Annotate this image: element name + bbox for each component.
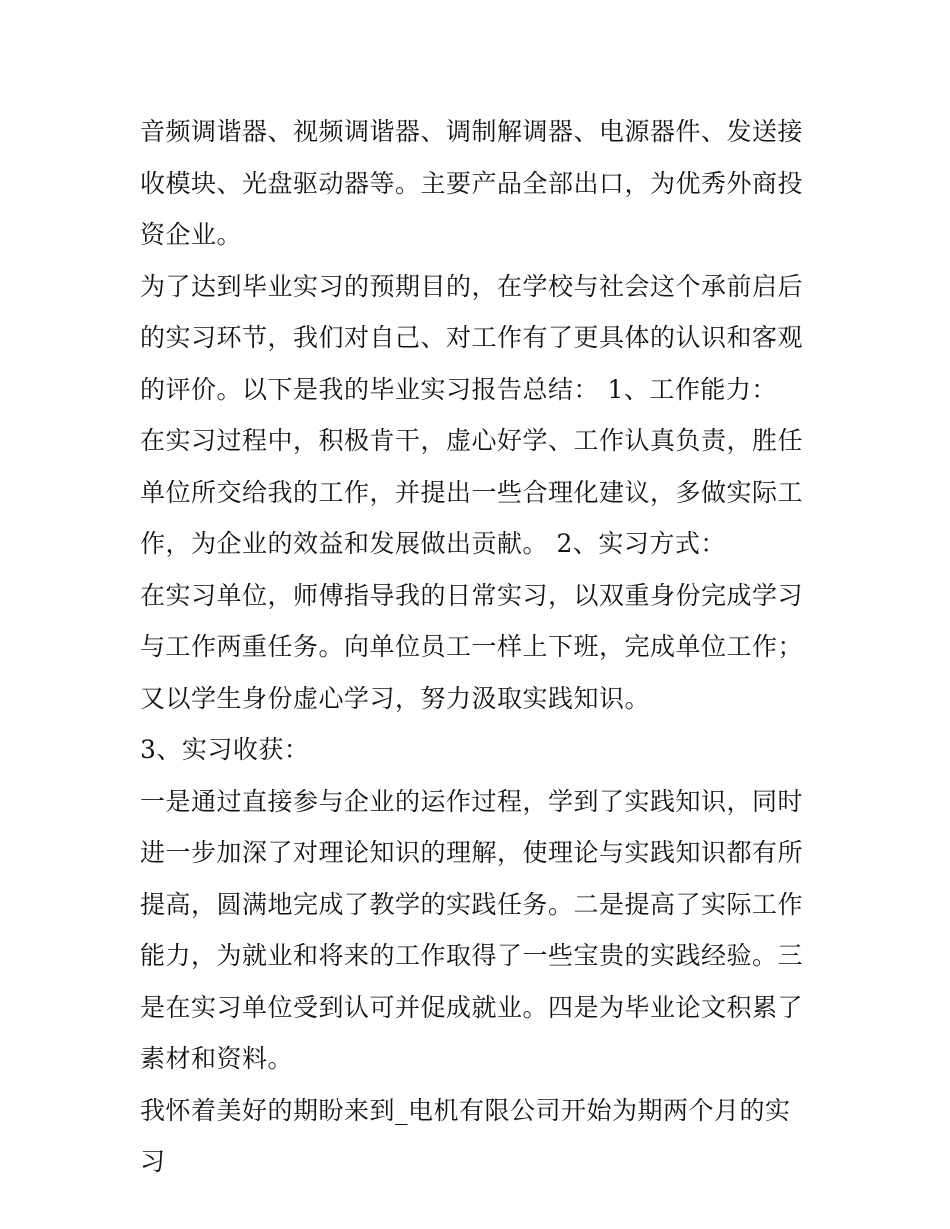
paragraph-gains: 一是通过直接参与企业的运作过程，学到了实践知识，同时进一步加深了对理论知识的理解，使理论与实践知识都有所提高，圆满地完成了教学的实践任务。二是提高了实际工作能力，为就业和将来的工作取得了一些宝贵的实践经验。三是在实习单位受到认可并促成就业。四是为毕业论文积累了素材和资料。 (140, 786, 804, 1073)
paragraph-purpose: 为了达到毕业实习的预期目的，在学校与社会这个承前启后的实习环节，我们对自己、对工作有了更具体的认识和客观的评价。以下是我的毕业实习报告总结： 1、工作能力： (140, 271, 804, 404)
paragraph-arrival: 我怀着美好的期盼来到_电机有限公司开始为期两个月的实习 (140, 1095, 791, 1176)
paragraph-products: 音频调谐器、视频调谐器、调制解调器、电源器件、发送接收模块、光盘驱动器等。主要产品全部出口，为优秀外商投资企业。 (140, 117, 804, 249)
paragraph-gains-heading: 3、实习收获： (140, 735, 310, 764)
document-body (140, 106, 814, 1188)
paragraph-internship-method: 在实习单位，师傅指导我的日常实习，以双重身份完成学习与工作两重任务。向单位员工一样上下班，完成单位工作；又以学生身份虚心学习，努力汲取实践知识。 (140, 580, 804, 713)
paragraph-work-ability: 在实习过程中，积极肯干，虚心好学、工作认真负责，胜任单位所交给我的工作，并提出一些合理化建议，多做实际工作，为企业的效益和发展做出贡献。 2、实习方式： (140, 426, 804, 558)
